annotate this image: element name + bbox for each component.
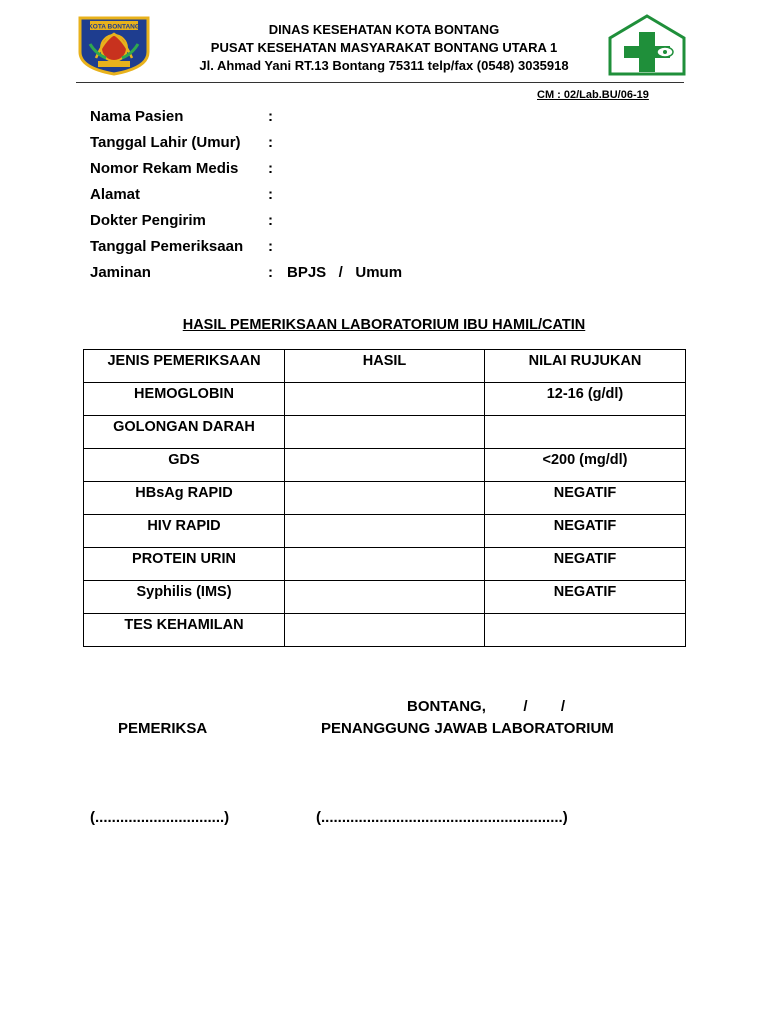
field-colon: : bbox=[268, 108, 273, 125]
result-cell bbox=[285, 581, 485, 614]
puskesmas-logo-icon bbox=[608, 14, 686, 76]
test-name-cell: PROTEIN URIN bbox=[84, 548, 285, 581]
result-cell bbox=[285, 482, 485, 515]
table-row bbox=[84, 581, 686, 614]
header-agency: DINAS KESEHATAN KOTA BONTANG bbox=[268, 22, 500, 37]
test-name-cell: TES KEHAMILAN bbox=[84, 614, 285, 647]
report-title: HASIL PEMERIKSAAN LABORATORIUM IBU HAMIL/CATIN bbox=[182, 317, 586, 333]
header-puskesmas: PUSAT KESEHATAN MASYARAKAT BONTANG UTARA 1 bbox=[210, 40, 558, 55]
result-cell bbox=[285, 614, 485, 647]
field-label-dokter-pengirim: Dokter Pengirim bbox=[90, 212, 206, 229]
field-label-alamat: Alamat bbox=[90, 186, 141, 203]
header-rule bbox=[76, 82, 684, 83]
result-cell bbox=[285, 416, 485, 449]
reference-cell bbox=[485, 614, 686, 647]
reference-cell bbox=[485, 416, 686, 449]
result-cell bbox=[285, 515, 485, 548]
document-code: CM : 02/Lab.BU/06-19 bbox=[537, 89, 649, 101]
field-colon: : bbox=[268, 186, 273, 203]
table-row bbox=[84, 449, 686, 482]
table-row bbox=[84, 548, 686, 581]
examiner-signature-line: (...............................) bbox=[90, 809, 230, 826]
field-label-nama-pasien: Nama Pasien bbox=[90, 108, 184, 125]
field-colon: : bbox=[268, 238, 273, 255]
test-name-cell: GOLONGAN DARAH bbox=[84, 416, 285, 449]
field-colon: : bbox=[268, 134, 273, 151]
table-row bbox=[84, 515, 686, 548]
test-name-cell: Syphilis (IMS) bbox=[84, 581, 285, 614]
result-cell bbox=[285, 383, 485, 416]
field-value-jaminan: BPJS / Umum bbox=[287, 264, 403, 281]
result-cell bbox=[285, 449, 485, 482]
table-row bbox=[84, 416, 686, 449]
reference-cell: NEGATIF bbox=[485, 482, 686, 515]
examiner-label: PEMERIKSA bbox=[118, 720, 208, 737]
lab-responsible-label: PENANGGUNG JAWAB LABORATORIUM bbox=[321, 720, 614, 737]
place-date: BONTANG, / / bbox=[407, 698, 566, 715]
test-name-cell: HBsAg RAPID bbox=[84, 482, 285, 515]
column-header: HASIL bbox=[285, 350, 485, 383]
test-name-cell: GDS bbox=[84, 449, 285, 482]
header-address: Jl. Ahmad Yani RT.13 Bontang 75311 telp/fax (0548) 3035918 bbox=[199, 58, 569, 73]
lab-results-table bbox=[83, 349, 686, 647]
result-cell bbox=[285, 548, 485, 581]
test-name-cell: HIV RAPID bbox=[84, 515, 285, 548]
field-label-jaminan: Jaminan bbox=[90, 264, 151, 281]
reference-cell: NEGATIF bbox=[485, 548, 686, 581]
field-label-tanggal-lahir: Tanggal Lahir (Umur) bbox=[90, 134, 241, 151]
field-colon: : bbox=[268, 212, 273, 229]
table-header-row bbox=[84, 350, 686, 383]
table-row bbox=[84, 383, 686, 416]
column-header: NILAI RUJUKAN bbox=[485, 350, 686, 383]
field-colon: : bbox=[268, 264, 273, 281]
field-colon: : bbox=[268, 160, 273, 177]
field-label-tanggal-pemeriksaan: Tanggal Pemeriksaan bbox=[90, 238, 244, 255]
reference-cell: <200 (mg/dl) bbox=[485, 449, 686, 482]
table-row bbox=[84, 482, 686, 515]
responsible-signature-line: (..........................................................) bbox=[316, 809, 568, 826]
test-name-cell: HEMOGLOBIN bbox=[84, 383, 285, 416]
reference-cell: 12-16 (g/dl) bbox=[485, 383, 686, 416]
reference-cell: NEGATIF bbox=[485, 581, 686, 614]
column-header: JENIS PEMERIKSAAN bbox=[84, 350, 285, 383]
reference-cell: NEGATIF bbox=[485, 515, 686, 548]
field-label-nomor-rekam-medis: Nomor Rekam Medis bbox=[90, 160, 239, 177]
emblem-lettering: KOTA BONTANG bbox=[88, 23, 140, 31]
table-row bbox=[84, 614, 686, 647]
